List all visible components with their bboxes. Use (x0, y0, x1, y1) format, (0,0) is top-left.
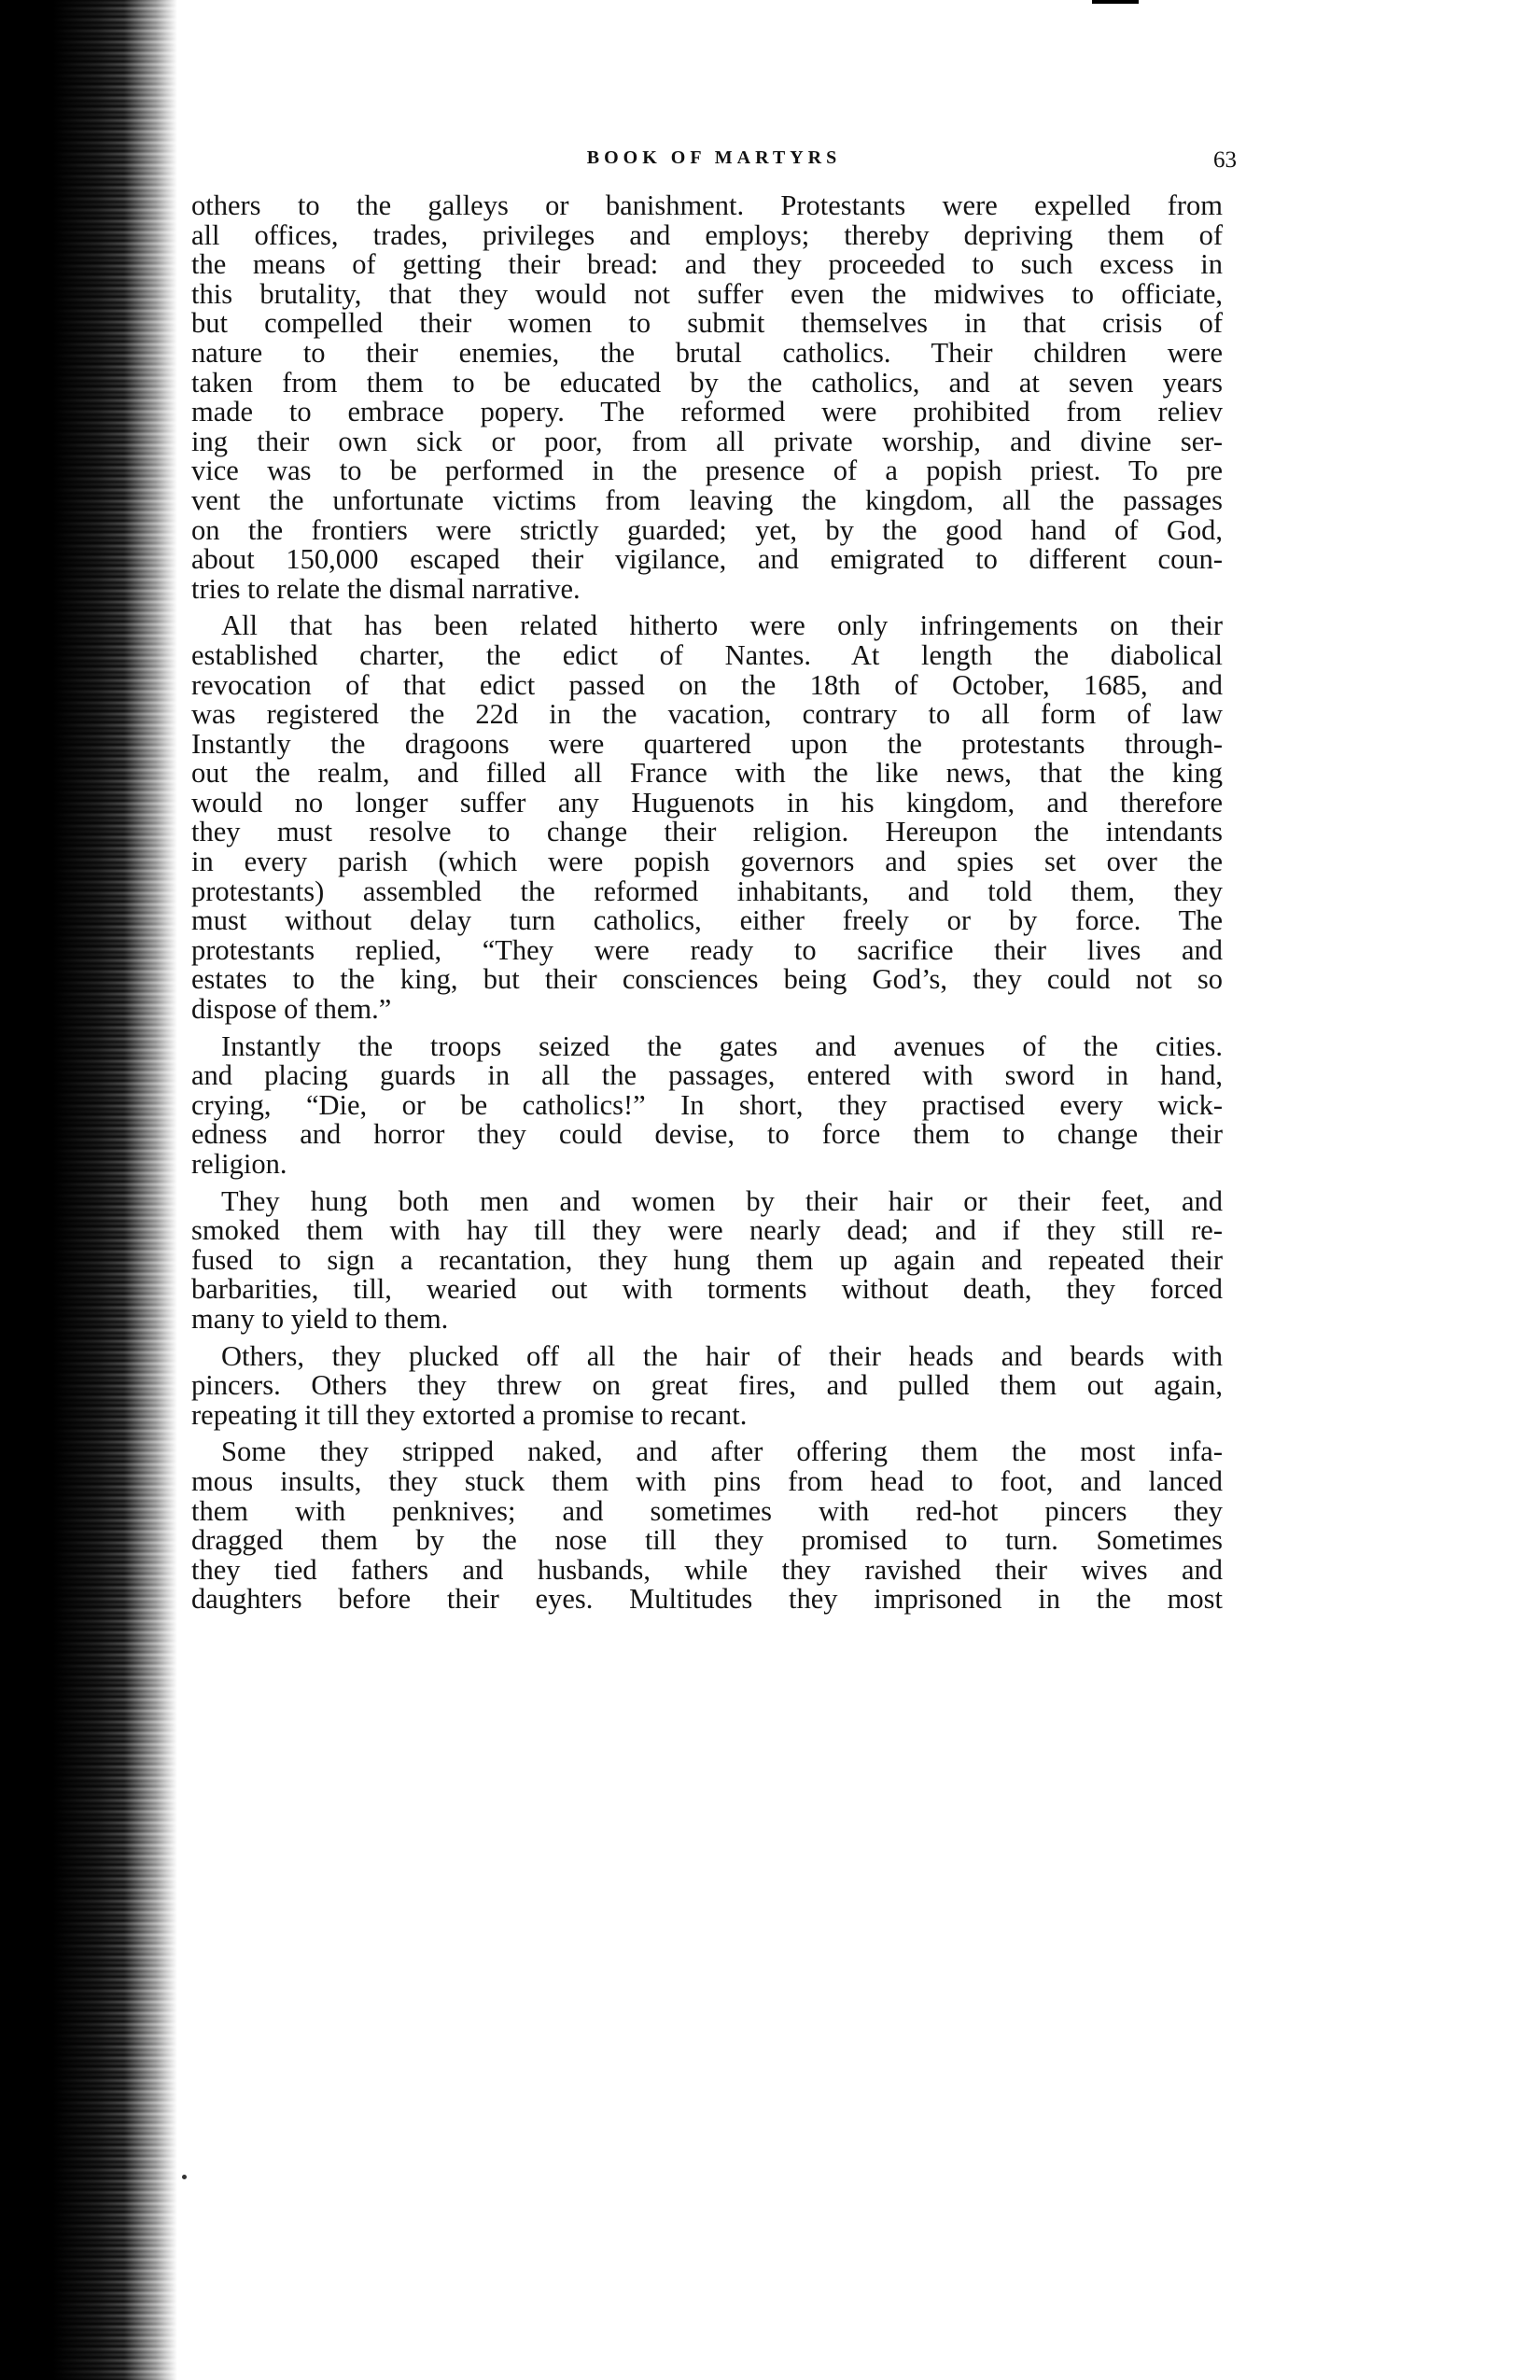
text-line: protestants) assembled the reformed inhabitants, and told them, they (191, 875, 1223, 907)
text-line: pincers. Others they threw on great fires, and pulled them out again, (191, 1369, 1223, 1402)
text-line: mous insults, they stuck them with pins from head to foot, and lanced (191, 1464, 1223, 1497)
text-line: they tied fathers and husbands, while they ravished their wives and (191, 1553, 1223, 1586)
text-line: ing their own sick or poor, from all private worship, and divine ser- (191, 425, 1223, 457)
text-line: dragged them by the nose till they promised to turn. Sometimes (191, 1524, 1223, 1557)
text-line: Instantly the dragoons were quartered upon the protestants through- (191, 727, 1223, 760)
text-line: this brutality, that they would not suffer even the midwives to officiate, (191, 277, 1223, 310)
text-line: on the frontiers were strictly guarded; yet, by the good hand of God, (191, 513, 1223, 546)
text-line: vent the unfortunate victims from leaving the kingdom, all the passages (191, 483, 1223, 516)
paragraph (191, 1029, 1223, 1180)
text-line: fused to sign a recantation, they hung them up again and repeated their (191, 1243, 1223, 1276)
text-line: daughters before their eyes. Multitudes they imprisoned in the most (191, 1583, 1223, 1616)
text-line: religion. (191, 1148, 287, 1180)
text-line: vice was to be performed in the presence of a popish priest. To pre (191, 455, 1223, 487)
text-line: estates to the king, but their consciences being God’s, they could not so (191, 963, 1223, 996)
text-line: others to the galleys or banishment. Protestants were expelled from (191, 189, 1223, 221)
scan-top-mark (1092, 0, 1139, 4)
scan-speck (182, 2175, 187, 2179)
text-line: Instantly the troops seized the gates and avenues of the cities. (221, 1029, 1223, 1062)
text-line: Some they stripped naked, and after offering them the most infa- (221, 1435, 1223, 1468)
text-line: nature to their enemies, the brutal catholics. Their children were (191, 336, 1223, 369)
text-line: barbarities, till, wearied out with torments without death, they forced (191, 1273, 1223, 1306)
body-text (191, 191, 1223, 1622)
paragraph (191, 1437, 1223, 1615)
page-number: 63 (1213, 147, 1237, 173)
text-line: made to embrace popery. The reformed were prohibited from reliev (191, 396, 1223, 428)
text-line: crying, “Die, or be catholics!” In short, they practised every wick- (191, 1088, 1223, 1121)
text-line: all offices, trades, privileges and employs; thereby depriving them of (191, 218, 1223, 251)
text-line: was registered the 22d in the vacation, contrary to all form of law (191, 698, 1223, 731)
text-line: out the realm, and filled all France with the like news, that the king (191, 757, 1223, 790)
text-line: They hung both men and women by their hair or their feet, and (221, 1184, 1223, 1217)
text-line: taken from them to be educated by the catholics, and at seven years (191, 366, 1223, 399)
text-line: dispose of them.” (191, 993, 392, 1026)
paragraph (191, 191, 1223, 604)
text-line: many to yield to them. (191, 1302, 449, 1335)
text-line: them with penknives; and sometimes with red-hot pincers they (191, 1494, 1223, 1527)
text-line: repeating it till they extorted a promise to recant. (191, 1398, 748, 1431)
scan-binding-edge (0, 0, 177, 2380)
text-line: protestants replied, “They were ready to sacrifice their lives and (191, 933, 1223, 966)
paragraph (191, 1339, 1223, 1431)
page-header (191, 147, 1237, 175)
text-line: tries to relate the dismal narrative. (191, 572, 581, 605)
text-line: but compelled their women to submit themselves in that crisis of (191, 307, 1223, 340)
text-line: Others, they plucked off all the hair of their heads and beards with (221, 1339, 1223, 1372)
text-line: revocation of that edict passed on the 18th of October, 1685, and (191, 668, 1223, 701)
text-line: smoked them with hay till they were nearly dead; and if they still re- (191, 1214, 1223, 1247)
text-line: and placing guards in all the passages, entered with sword in hand, (191, 1059, 1223, 1092)
text-line: edness and horror they could devise, to force them to change their (191, 1118, 1223, 1151)
text-line: about 150,000 escaped their vigilance, and emigrated to different coun- (191, 543, 1223, 576)
paragraph (191, 1184, 1223, 1335)
text-line: would no longer suffer any Huguenots in his kingdom, and therefore (191, 786, 1223, 819)
text-line: established charter, the edict of Nantes. At length the diabolical (191, 638, 1223, 671)
paragraph (191, 611, 1223, 1024)
text-line: in every parish (which were popish governors and spies set over the (191, 846, 1223, 878)
text-line: the means of getting their bread: and they proceeded to such excess in (191, 248, 1223, 281)
text-line: must without delay turn catholics, either freely or by force. The (191, 904, 1223, 937)
text-line: they must resolve to change their religion. Hereupon the intendants (191, 816, 1223, 848)
running-title: BOOK OF MARTYRS (586, 147, 842, 168)
text-line: All that has been related hitherto were only infringements on their (221, 609, 1223, 642)
